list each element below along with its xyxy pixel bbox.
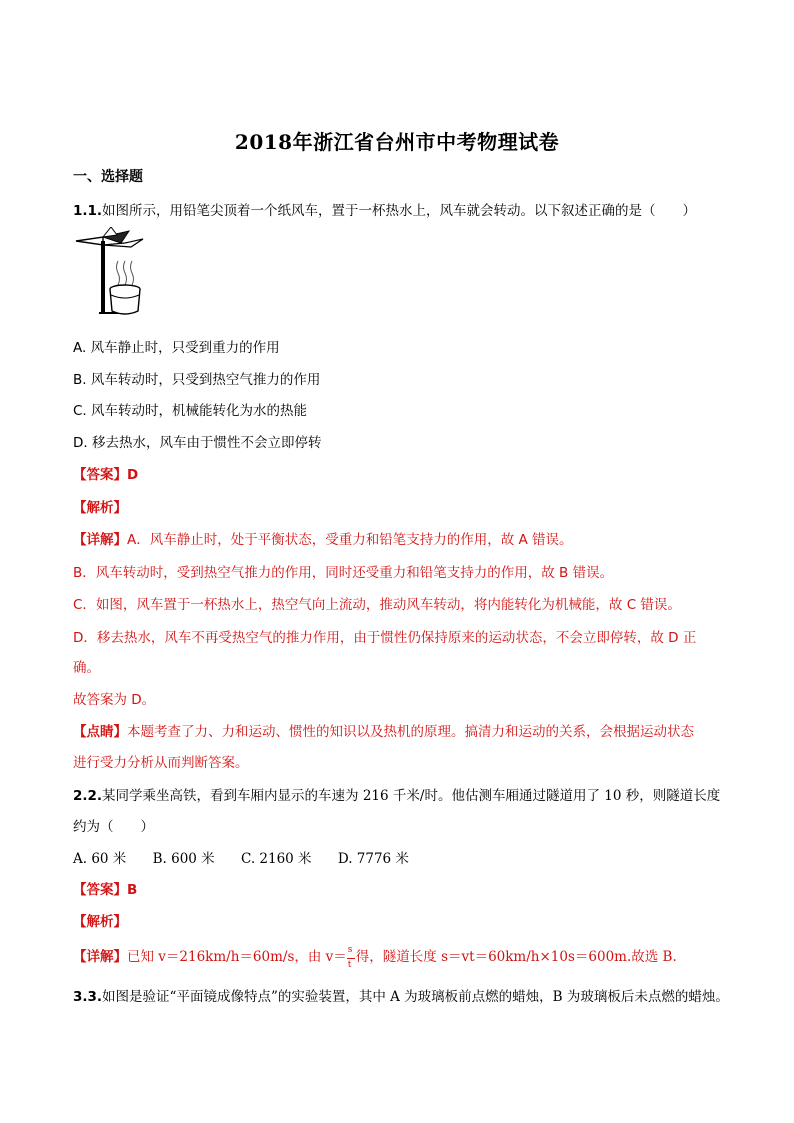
q2-detail-part-1: 已知 v＝216km/h＝60m/s，由 v＝ [127,949,347,965]
question-3-text: 如图是验证“平面镜成像特点”的实验装置，其中 A 为玻璃板前点燃的蜡烛，B 为玻璃板后未点燃的蜡烛。 [102,989,729,1005]
question-3-number: 3.3. [73,989,103,1005]
section-heading: 一、选择题 [73,169,143,185]
q2-fraction-denominator: t [347,959,352,970]
q2-fraction-bar [347,958,355,959]
q1-conclusion: 故答案为 D。 [73,692,156,708]
q2-detail-part-2: 得，隧道长度 s＝vt＝60km/h×10s＝600m.故选 B. [355,949,677,965]
q2-option-b: B. 600 米 [152,851,215,867]
q2-option-a: A. 60 米 [73,851,127,867]
q1-detail-line-3: C．如图，风车置于一杯热水上，热空气向上流动，推动风车转动，将内能转化为机械能，故 C 错误。 [73,597,681,613]
q1-comment-line-1 [73,720,694,740]
q2-analysis-label: 【解析】 [73,914,127,930]
q2-answer-value: B [127,882,138,898]
q2-option-d: D. 7776 米 [337,851,409,867]
q2-answer [73,878,137,898]
q2-detail-line [73,944,677,970]
q1-detail-label: 【详解】 [73,532,127,548]
q1-comment-text-1: 本题考查了力、力和运动、惯性的知识以及热机的原理。搞清力和运动的关系，会根据运动状态 [127,724,694,740]
q1-comment-line-2: 进行受力分析从而判断答案。 [73,755,249,771]
q2-answer-label: 【答案】 [73,882,127,898]
q1-detail-text-1: A．风车静止时，处于平衡状态，受重力和铅笔支持力的作用，故 A 错误。 [127,532,573,548]
q1-answer-value: D [127,467,139,483]
q1-option-d: D. 移去热水，风车由于惯性不会立即停转 [73,435,322,451]
q1-answer-label: 【答案】 [73,467,127,483]
q1-comment-label: 【点睛】 [73,724,127,740]
q1-option-b: B. 风车转动时，只受到热空气推力的作用 [73,372,321,388]
q1-analysis-label: 【解析】 [73,500,127,516]
q2-fraction-numerator: s [347,944,353,955]
question-3-stem [73,985,729,1005]
question-1-number: 1.1. [73,203,103,219]
q1-detail-line-1 [73,528,573,548]
q2-options [73,847,431,867]
q1-detail-line-2: B．风车转动时，受到热空气推力的作用，同时还受重力和铅笔支持力的作用，故 B 错误。 [73,565,614,581]
question-1-stem [73,199,696,219]
question-2-stem-line-1 [73,784,720,804]
q2-detail-label: 【详解】 [73,949,127,965]
page-title: 2018年浙江省台州市中考物理试卷 [234,130,560,154]
pinwheel-on-cup-figure-icon [73,227,153,319]
q1-answer [73,463,138,483]
question-2-number: 2.2. [73,788,103,804]
question-1-text: 如图所示，用铅笔尖顶着一个纸风车，置于一杯热水上，风车就会转动。以下叙述正确的是（ ） [102,203,697,219]
question-2-stem-line-2: 约为（ ） [73,819,154,835]
q1-option-a: A. 风车静止时，只受到重力的作用 [73,340,280,356]
q1-option-c: C. 风车转动时，机械能转化为水的热能 [73,403,308,419]
question-2-text-1: 某同学乘坐高铁，看到车厢内显示的车速为 216 千米/时。他估测车厢通过隧道用了 10 秒，则隧道长度 [102,788,721,804]
q1-detail-line-5: 确。 [73,660,100,676]
q2-option-c: C. 2160 米 [240,851,312,867]
q1-detail-line-4: D．移去热水，风车不再受热空气的推力作用，由于惯性仍保持原来的运动状态，不会立即停转，故 D 正 [73,630,697,646]
